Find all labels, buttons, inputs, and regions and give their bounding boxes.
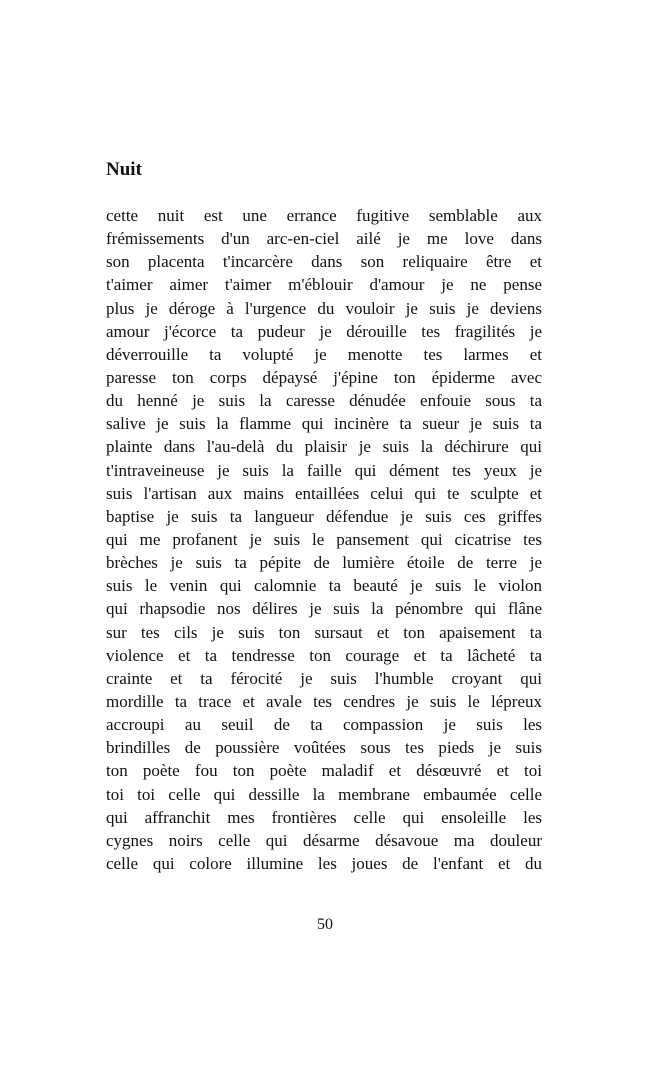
- poem-line: suis l'artisan aux mains entaillées celui qui te sculpte et: [106, 483, 542, 503]
- poem-line: accroupi au seuil de ta compassion je suis les: [106, 715, 542, 735]
- poem-line: mordille ta trace et avale tes cendres je suis le lépreux: [106, 691, 542, 711]
- poem-line: déverrouille ta volupté je menotte tes larmes et: [106, 344, 542, 364]
- poem-line: qui me profanent je suis le pansement qui cicatrise tes: [106, 529, 542, 549]
- poem-line: t'intraveineuse je suis la faille qui dément tes yeux je: [106, 460, 542, 480]
- poem-line: sur tes cils je suis ton sursaut et ton apaisement ta: [106, 622, 542, 642]
- poem-title: Nuit: [106, 159, 142, 180]
- poem-line: t'aimer aimer t'aimer m'éblouir d'amour je ne pense: [106, 275, 542, 295]
- poem-line: qui rhapsodie nos délires je suis la pénombre qui flâne: [106, 599, 542, 619]
- poem-line: crainte et ta férocité je suis l'humble croyant qui: [106, 668, 542, 688]
- poem-line: plus je déroge à l'urgence du vouloir je suis je deviens: [106, 298, 542, 318]
- page-number: 50: [317, 916, 333, 933]
- poem-line: ton poète fou ton poète maladif et désœuvré et toi: [106, 761, 542, 781]
- poem-line: frémissements d'un arc-en-ciel ailé je me love dans: [106, 229, 542, 249]
- poem-line: cygnes noirs celle qui désarme désavoue ma douleur: [106, 830, 542, 850]
- poem-body: [106, 204, 542, 875]
- poem-line: amour j'écorce ta pudeur je dérouille tes fragilités je: [106, 321, 542, 341]
- poem-line: cette nuit est une errance fugitive semblable aux: [106, 206, 542, 225]
- poem-line: celle qui colore illumine les joues de l'enfant et du: [106, 853, 542, 873]
- poem-line: paresse ton corps dépaysé j'épine ton épiderme avec: [106, 367, 542, 387]
- poem-line: violence et ta tendresse ton courage et ta lâcheté ta: [106, 645, 542, 665]
- poem-line: toi toi celle qui dessille la membrane embaumée celle: [106, 784, 542, 804]
- poem-line: brindilles de poussière voûtées sous tes pieds je suis: [106, 738, 542, 758]
- poem-line: plainte dans l'au-delà du plaisir je suis la déchirure qui: [106, 437, 542, 457]
- poem-line: salive je suis la flamme qui incinère ta sueur je suis ta: [106, 414, 542, 434]
- poem-line: qui affranchit mes frontières celle qui ensoleille les: [106, 807, 542, 827]
- poem-line: baptise je suis ta langueur défendue je suis ces griffes: [106, 506, 542, 526]
- poem-line: suis le venin qui calomnie ta beauté je suis le violon: [106, 576, 542, 596]
- poem-line: du henné je suis la caresse dénudée enfouie sous ta: [106, 391, 542, 411]
- poem-line: son placenta t'incarcère dans son reliquaire être et: [106, 252, 542, 272]
- poem-line: brèches je suis ta pépite de lumière étoile de terre je: [106, 553, 542, 573]
